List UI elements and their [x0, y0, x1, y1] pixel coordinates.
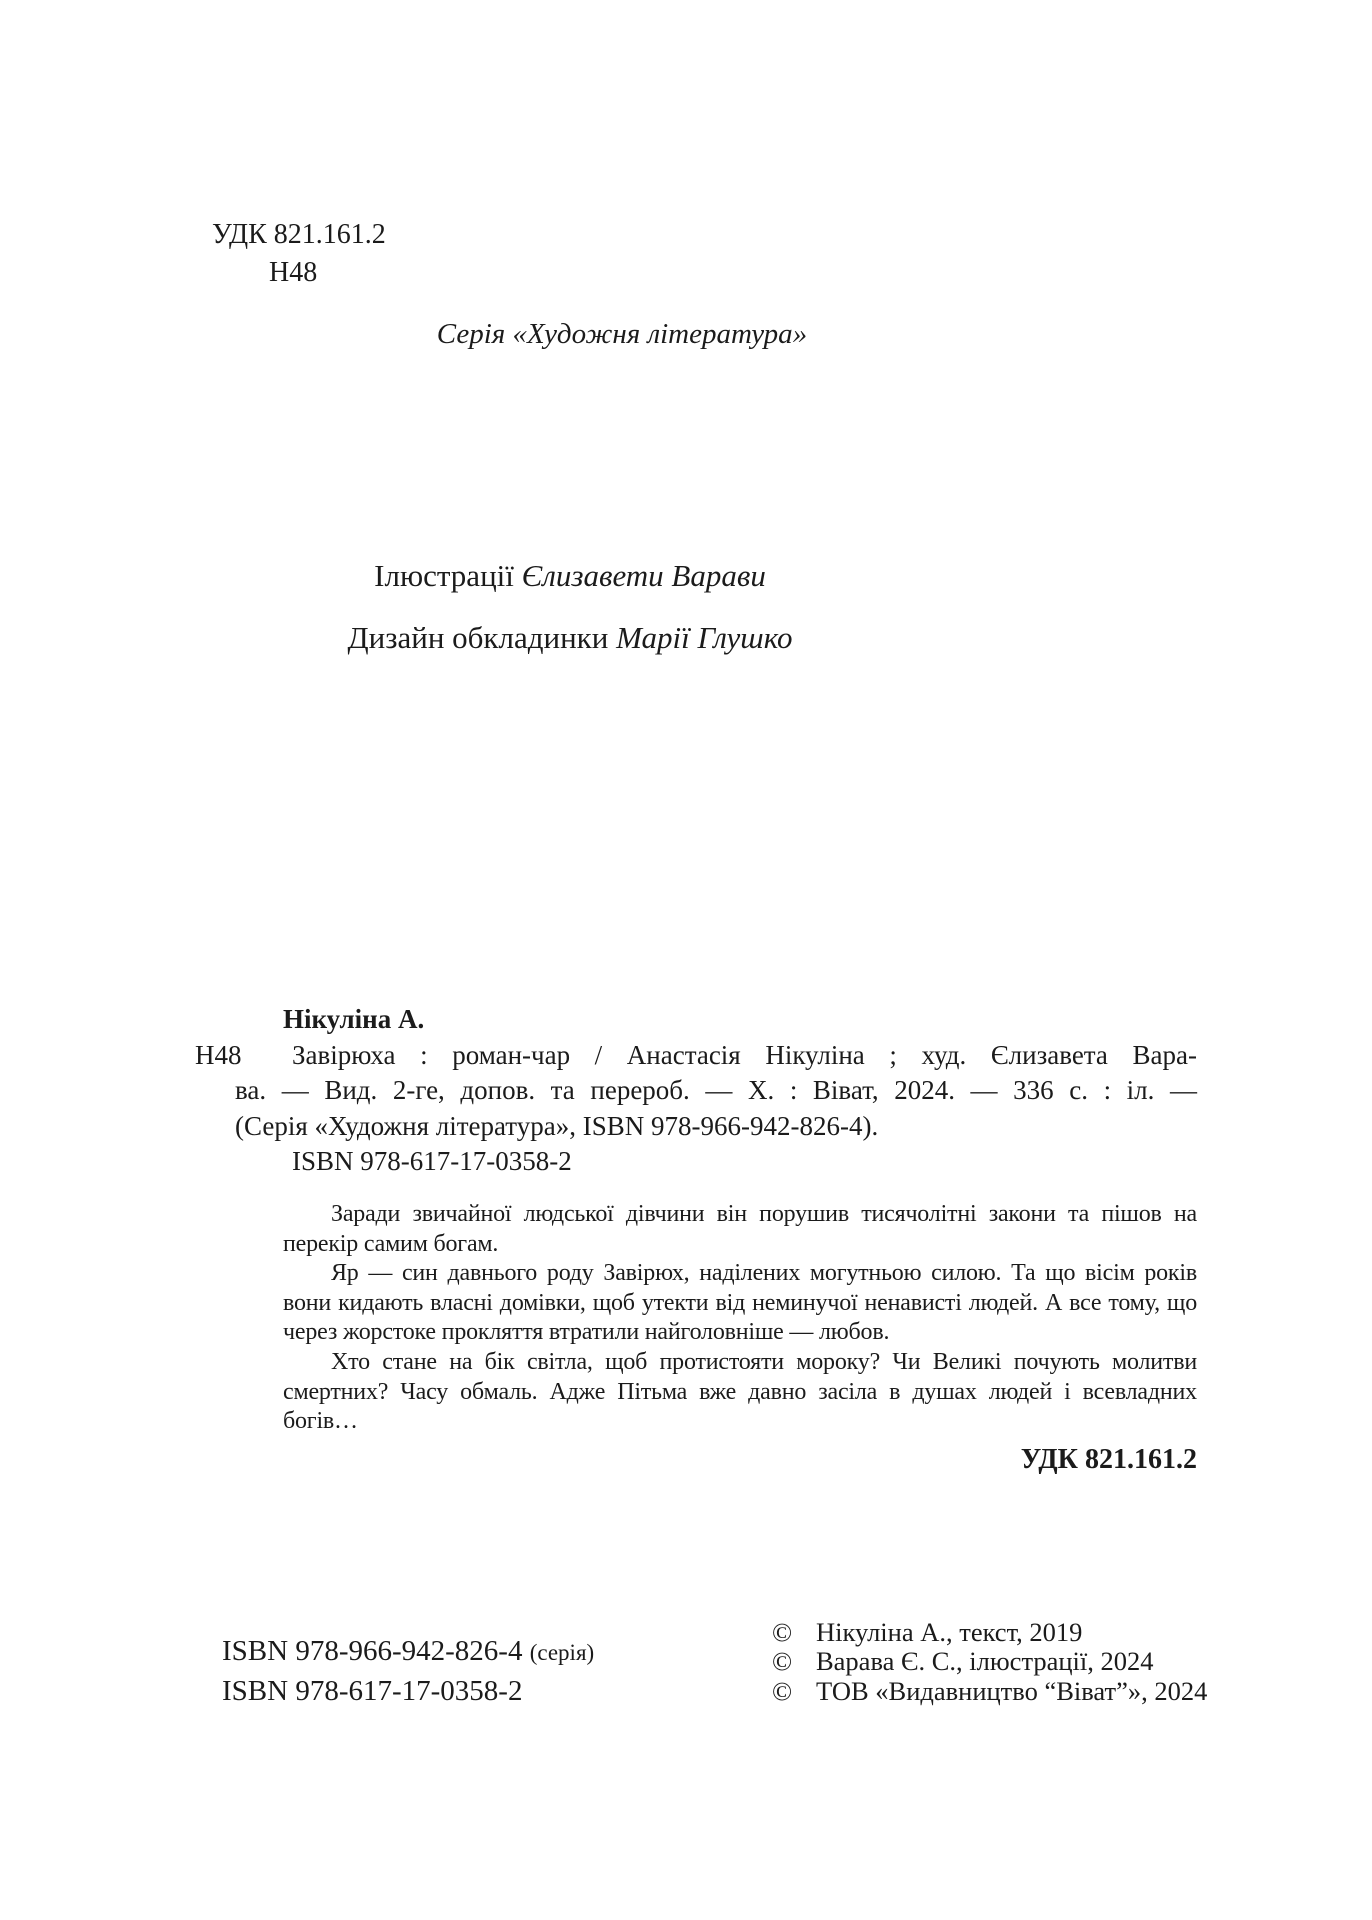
isbn-block — [222, 1632, 594, 1711]
cover-design-credit — [0, 620, 1140, 656]
series-title: Серія «Художня література» — [436, 318, 808, 350]
bib-record-isbn: ISBN 978-617-17-0358-2 — [292, 1146, 572, 1176]
cover-designer-name: Марії Глушко — [616, 620, 793, 655]
bib-author: Нікуліна А. — [283, 1004, 425, 1034]
bibliographic-record — [195, 1002, 1197, 1180]
copyright-text-author: Нікуліна А., текст, 2019 — [816, 1617, 1083, 1647]
udc-number: УДК 821.161.2 — [212, 219, 386, 250]
illustrations-credit-label: Ілюстрації — [374, 558, 522, 593]
isbn-edition-number: ISBN 978-617-17-0358-2 — [222, 1675, 523, 1707]
copyright-line-illustrations — [772, 1647, 1207, 1676]
annotation-paragraph-1: Заради звичайної людської дівчини він порушив тисячолітні закони та пішов на перекір самим богам. — [283, 1201, 1197, 1257]
annotation-paragraph-2: Яр — син давнього роду Завірюх, наділених могутньою силою. Та що вісім років вони кидають власні домівки, щоб утекти від неминучої ненависті людей. А все тому, що через жорстоке прокляття втратили найголовніше — любов. — [283, 1260, 1197, 1346]
illustrator-name: Єлизавети Варави — [521, 558, 766, 593]
annotation-paragraph-3: Хто стане на бік світла, щоб протистояти мороку? Чи Великі почують молитви смертних? Часу обмаль. Адже Пітьма вже давно засіла в душах людей і всевладних богів… — [283, 1348, 1197, 1435]
copyright-icon: © — [772, 1646, 793, 1677]
udc-classification-block — [212, 216, 386, 292]
bib-author-sign-code: Н48 — [195, 1039, 242, 1070]
isbn-series-number: ISBN 978-966-942-826-4 — [222, 1635, 530, 1667]
illustrations-credit — [0, 558, 1140, 594]
bib-record-body — [235, 1038, 1197, 1180]
bib-record-line-2: ва. — Вид. 2-ге, допов. та перероб. — Х. : Віват, 2024. — 336 с. : іл. — — [235, 1075, 1197, 1105]
isbn-series-line — [222, 1632, 594, 1672]
isbn-series-suffix: (серія) — [529, 1640, 595, 1665]
copyright-icon: © — [772, 1675, 793, 1706]
book-annotation — [283, 1200, 1197, 1437]
cover-design-credit-label: Дизайн обкладинки — [347, 620, 617, 655]
bib-record-line-1: Завірюха : роман-чар / Анастасія Нікуліна ; худ. Єлизавета Вара- — [292, 1039, 1197, 1070]
bib-record-line-3: (Серія «Художня література», ISBN 978-966-942-826-4). — [235, 1110, 879, 1141]
copyright-text-illustrator: Варава Є. С., ілюстрації, 2024 — [816, 1646, 1154, 1677]
udc-number-bottom: УДК 821.161.2 — [1020, 1444, 1197, 1475]
author-sign-code: Н48 — [269, 257, 318, 288]
copyright-icon: © — [772, 1617, 793, 1647]
copyright-text-publisher: ТОВ «Видавництво “Віват”», 2024 — [816, 1675, 1208, 1706]
copyright-line-publisher — [772, 1677, 1207, 1706]
copyright-line-text — [772, 1618, 1207, 1647]
copyright-block — [772, 1618, 1207, 1706]
